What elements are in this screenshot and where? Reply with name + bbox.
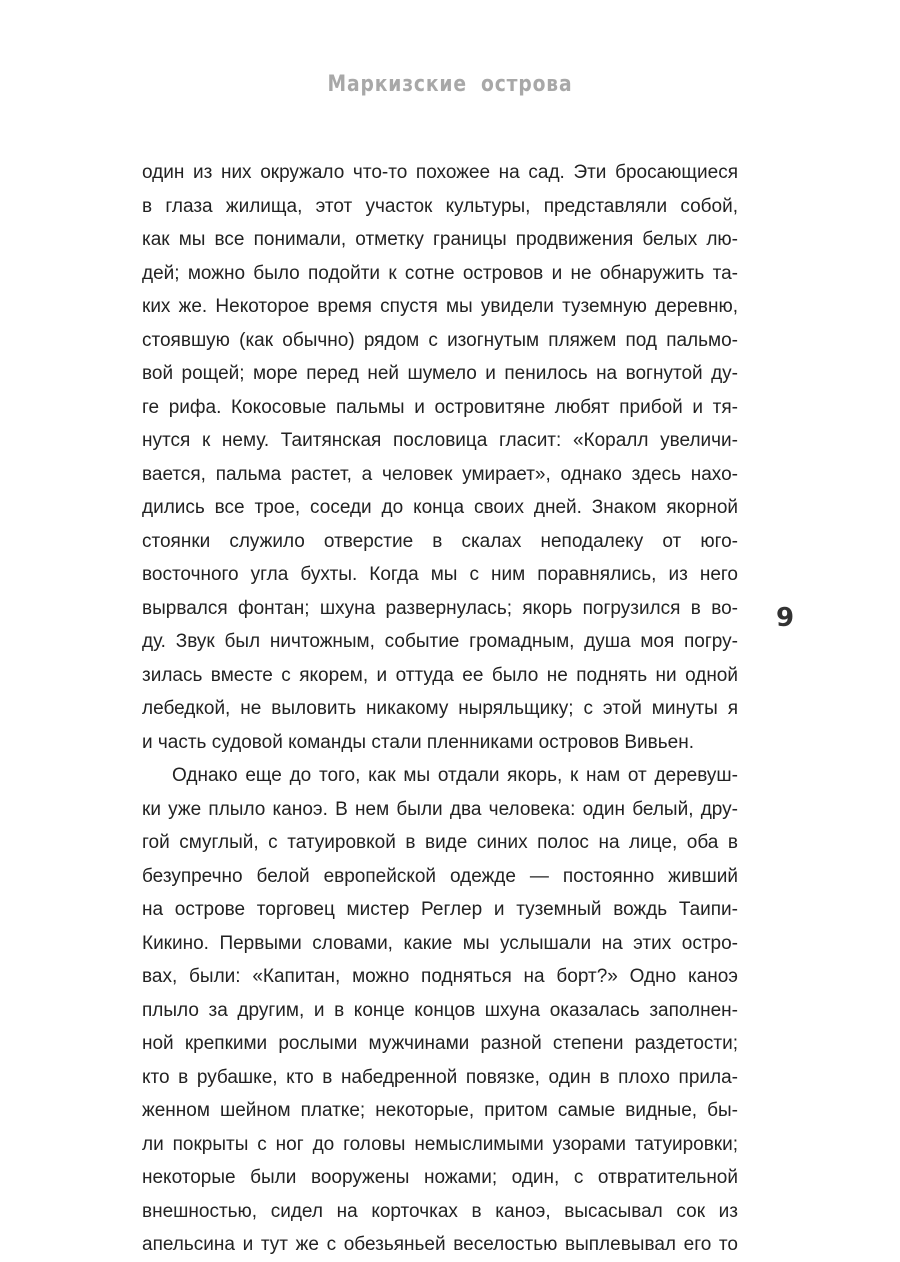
text-line: ких же. Некоторое время спустя мы увидели туземную деревню, — [142, 296, 738, 317]
text-line: зилась вместе с якорем, и оттуда ее было не поднять ни одной — [142, 664, 738, 686]
text-line: гой смуглый, с татуировкой в виде синих полос на лице, оба в — [142, 832, 738, 853]
text-line: вой рощей; море перед ней шумело и пенилось на вогнутой ду- — [142, 363, 738, 384]
text-line: кто в рубашке, кто в набедренной повязке, один в плохо прила- — [142, 1066, 738, 1088]
text-line: вается, пальма растет, а человек умирает», однако здесь нахо- — [142, 463, 738, 485]
text-line: Однако еще до того, как мы отдали якорь, к нам от деревуш- — [172, 765, 738, 786]
running-header: Маркизские острова — [327, 72, 573, 97]
text-line: ге рифа. Кокосовые пальмы и островитяне любят прибой и тя- — [142, 396, 738, 418]
body-text — [142, 156, 738, 1262]
text-line: ли покрыты с ног до головы немыслимыми узорами татуировки; — [142, 1133, 738, 1155]
page-number: 9 — [776, 603, 795, 633]
text-line: стоянки служило отверстие в скалах неподалеку от юго- — [142, 530, 738, 552]
text-line: дей; можно было подойти к сотне островов и не обнаружить та- — [142, 262, 738, 284]
text-line: стоявшую (как обычно) рядом с изогнутым пляжем под пальмо- — [142, 329, 738, 351]
text-line: в глаза жилища, этот участок культуры, представляли собой, — [142, 195, 738, 217]
text-line: один из них окружало что-то похожее на сад. Эти бросающиеся — [142, 162, 738, 183]
text-line: ду. Звук был ничтожным, событие громадным, душа моя погру- — [142, 631, 738, 652]
text-line: внешностью, сидел на корточках в каноэ, высасывал сок из — [142, 1200, 738, 1222]
text-line: нутся к нему. Таитянская пословица гласит: «Коралл увеличи- — [142, 430, 738, 451]
text-line: дились все трое, соседи до конца своих дней. Знаком якорной — [142, 497, 738, 518]
text-line: восточного угла бухты. Когда мы с ним поравнялись, из него — [142, 564, 738, 585]
text-line: ки уже плыло каноэ. В нем были два человека: один белый, дру- — [142, 798, 738, 820]
text-line: плыло за другим, и в конце концов шхуна оказалась заполнен- — [142, 999, 738, 1021]
text-line: безупречно белой европейской одежде — постоянно живший — [142, 865, 738, 887]
text-line: и часть судовой команды стали пленниками островов Вивьен. — [142, 731, 695, 753]
text-line: Кикино. Первыми словами, какие мы услышали на этих остро- — [142, 932, 738, 954]
text-line: лебедкой, не выловить никакому ныряльщику; с этой минуты я — [142, 698, 738, 719]
text-line: ной крепкими рослыми мужчинами разной степени раздетости; — [142, 1033, 738, 1054]
text-line: женном шейном платке; некоторые, притом самые видные, бы- — [142, 1100, 738, 1121]
text-line: как мы все понимали, отметку границы продвижения белых лю- — [142, 229, 738, 250]
text-line: некоторые были вооружены ножами; один, с отвратительной — [142, 1167, 738, 1188]
text-line: вырвался фонтан; шхуна развернулась; якорь погрузился в во- — [142, 597, 738, 619]
text-line: апельсина и тут же с обезьяньей веселостью выплевывал его то — [142, 1234, 738, 1255]
text-line: вах, были: «Капитан, можно подняться на борт?» Одно каноэ — [142, 966, 738, 987]
text-line: на острове торговец мистер Реглер и туземный вождь Таипи- — [142, 899, 738, 920]
